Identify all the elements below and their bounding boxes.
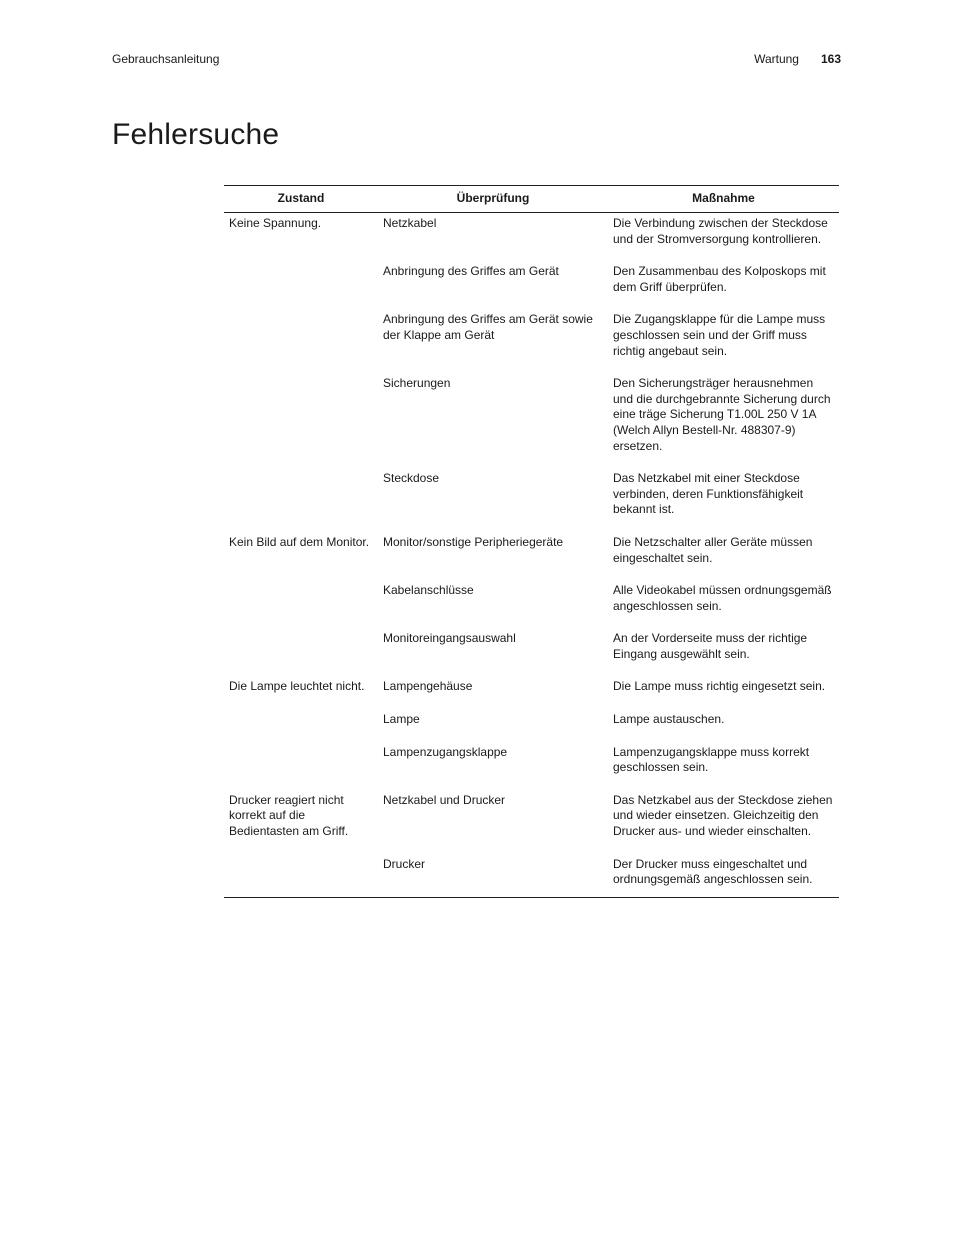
row-spacer	[224, 566, 839, 581]
row-spacer-cell	[224, 295, 839, 310]
table-header	[224, 186, 839, 213]
troubleshooting-table-container	[224, 185, 839, 898]
cell-action: Der Drucker muss eingeschaltet und ordnungsgemäß angeschlossen sein.	[613, 856, 813, 887]
cell-check: Monitor/sonstige Peripheriegeräte	[383, 534, 564, 549]
table-row	[224, 469, 839, 518]
table-row	[224, 677, 839, 695]
row-spacer-cell	[224, 728, 839, 743]
cell-action: Das Netzkabel aus der Steckdose ziehen und wieder einsetzen. Gleichzeitig den Drucker aus- und wieder einschalten.	[613, 792, 833, 839]
table-row	[224, 855, 839, 898]
cell-check: Lampe	[383, 712, 420, 727]
cell-check: Monitoreingangsauswahl	[383, 631, 516, 646]
cell-action: An der Vorderseite muss der richtige Eingang ausgewählt sein.	[613, 631, 808, 661]
running-header-right	[754, 52, 841, 66]
cell-condition	[224, 374, 378, 454]
table-row	[224, 743, 839, 776]
table-row	[224, 710, 839, 728]
cell-check: Netzkabel und Drucker	[383, 792, 506, 807]
row-spacer	[224, 728, 839, 743]
cell-condition	[224, 710, 378, 728]
cell-condition	[224, 743, 378, 776]
column-header-check: Überprüfung	[378, 186, 608, 213]
table-row	[224, 581, 839, 614]
troubleshooting-table	[224, 185, 839, 898]
cell-check: Anbringung des Griffes am Gerät sowie der Klappe am Gerät	[383, 312, 593, 342]
table-row	[224, 374, 839, 454]
cell-condition	[224, 262, 378, 295]
row-spacer	[224, 247, 839, 262]
row-spacer-cell	[224, 776, 839, 791]
cell-check: Anbringung des Griffes am Gerät	[383, 264, 559, 279]
cell-check: Steckdose	[383, 471, 440, 486]
row-spacer-cell	[224, 359, 839, 374]
cell-condition	[224, 469, 378, 518]
running-header-section: Wartung	[754, 52, 799, 66]
table-row	[224, 213, 839, 248]
running-header-title: Gebrauchsanleitung	[112, 52, 220, 66]
row-spacer	[224, 295, 839, 310]
table-row	[224, 262, 839, 295]
row-spacer-cell	[224, 840, 839, 855]
cell-condition	[224, 629, 378, 662]
cell-action: Die Netzschalter aller Geräte müssen eingeschaltet sein.	[613, 534, 813, 565]
row-spacer-cell	[224, 247, 839, 262]
cell-condition	[224, 581, 378, 614]
cell-action: Den Zusammenbau des Kolposkops mit dem Griff überprüfen.	[613, 264, 826, 294]
table-row	[224, 533, 839, 566]
table-row	[224, 310, 839, 359]
cell-action: Die Zugangsklappe für die Lampe muss geschlossen sein und der Griff muss richtig angebaut sein.	[613, 312, 826, 358]
row-spacer	[224, 518, 839, 533]
cell-action: Lampenzugangsklappe muss korrekt geschlossen sein.	[613, 744, 810, 775]
table-row	[224, 629, 839, 662]
cell-condition: Die Lampe leuchtet nicht.	[229, 679, 365, 694]
row-spacer	[224, 840, 839, 855]
cell-check: Lampenzugangsklappe	[383, 744, 508, 759]
page-number: 163	[820, 52, 841, 66]
row-spacer-cell	[224, 662, 839, 677]
cell-action: Alle Videokabel müssen ordnungsgemäß angeschlossen sein.	[613, 583, 832, 613]
row-spacer	[224, 662, 839, 677]
column-header-action: Maßnahme	[608, 186, 839, 213]
row-spacer-cell	[224, 566, 839, 581]
cell-condition	[224, 310, 378, 359]
cell-check: Netzkabel	[383, 216, 437, 230]
row-spacer	[224, 695, 839, 710]
row-spacer	[224, 454, 839, 469]
cell-condition	[224, 855, 378, 898]
cell-action: Die Lampe muss richtig eingesetzt sein.	[613, 679, 826, 694]
column-header-condition: Zustand	[224, 186, 378, 213]
cell-check: Lampengehäuse	[383, 679, 473, 694]
row-spacer-cell	[224, 454, 839, 469]
cell-action: Das Netzkabel mit einer Steckdose verbinden, deren Funktionsfähigkeit bekannt ist.	[613, 471, 804, 517]
cell-check: Drucker	[383, 856, 426, 871]
row-spacer	[224, 359, 839, 374]
cell-condition: Keine Spannung.	[229, 216, 322, 230]
row-spacer	[224, 614, 839, 629]
table-row	[224, 791, 839, 840]
cell-action: Den Sicherungsträger herausnehmen und die durchgebrannte Sicherung durch eine träge Sicherung T1.00L 250 V 1A (Welch Allyn Bestell-Nr. 488307-9) ersetzen.	[613, 376, 831, 453]
cell-condition: Drucker reagiert nicht korrekt auf die Bedientasten am Griff.	[229, 792, 349, 839]
cell-condition: Kein Bild auf dem Monitor.	[229, 534, 370, 549]
cell-action: Lampe austauschen.	[613, 712, 725, 727]
cell-check: Kabelanschlüsse	[383, 583, 474, 598]
row-spacer-cell	[224, 614, 839, 629]
cell-action: Die Verbindung zwischen der Steckdose und der Stromversorgung kontrollieren.	[613, 216, 828, 246]
cell-check: Sicherungen	[383, 376, 451, 391]
row-spacer-cell	[224, 695, 839, 710]
row-spacer-cell	[224, 518, 839, 533]
table-header-row	[224, 186, 839, 213]
page-title: Fehlersuche	[112, 118, 280, 151]
row-spacer	[224, 776, 839, 791]
table-body	[224, 213, 839, 898]
